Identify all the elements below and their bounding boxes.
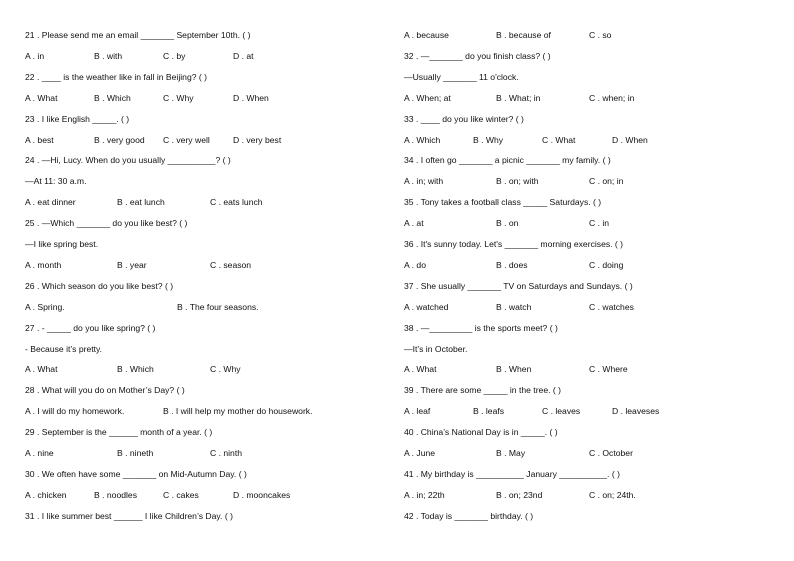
answer-option: A . eat dinner xyxy=(25,197,76,208)
question-line: 22 . ____ is the weather like in fall in Beijing? ( ) xyxy=(25,71,208,82)
question-line: 39 . There are some _____ in the tree. ( ) xyxy=(404,385,562,396)
answer-option: C . when; in xyxy=(589,92,635,103)
answer-option: C . in xyxy=(589,218,610,229)
answer-option: B . on; 23nd xyxy=(496,489,543,500)
answer-option: A . at xyxy=(404,218,424,229)
question-line: 41 . My birthday is __________ January __________. ( ) xyxy=(404,468,620,479)
answer-option: D . very best xyxy=(233,134,282,145)
answer-option: A . What xyxy=(25,92,58,103)
answer-option: B . When xyxy=(496,364,532,375)
answer-option: B . does xyxy=(496,259,528,270)
question-line: 33 . ____ do you like winter? ( ) xyxy=(404,113,524,124)
answer-option: B . Which xyxy=(117,364,154,375)
answer-option: A . Spring. xyxy=(25,301,65,312)
answer-option: A . in xyxy=(25,50,45,61)
answer-option: A . When; at xyxy=(404,92,451,103)
answer-option: A . What xyxy=(404,364,437,375)
answer-option: C . very well xyxy=(163,134,210,145)
answer-option: B . on xyxy=(496,218,519,229)
answer-option: B . year xyxy=(117,259,147,270)
answer-option: C . on; 24th. xyxy=(589,489,636,500)
answer-option: C . so xyxy=(589,30,612,40)
question-line: 34 . I often go _______ a picnic _______ my family. ( ) xyxy=(404,155,611,166)
answer-option: C . What xyxy=(542,134,576,145)
answer-option: C . on; in xyxy=(589,176,624,187)
answer-option: C . October xyxy=(589,448,633,458)
question-line: —It’s in October. xyxy=(404,343,468,354)
answer-option: C . by xyxy=(163,50,186,61)
answer-option: C . Why xyxy=(163,92,194,103)
answer-option: B . I will help my mother do housework. xyxy=(163,406,313,417)
answer-option: D . mooncakes xyxy=(233,489,291,500)
answer-option: C . Where xyxy=(589,364,628,375)
question-line: 38 . —_________ is the sports meet? ( ) xyxy=(404,322,558,333)
answer-option: A . best xyxy=(25,134,54,145)
answer-option: B . watch xyxy=(496,301,532,312)
answer-option: B . eat lunch xyxy=(117,197,165,208)
question-line: 28 . What will you do on Mother’s Day? ( ) xyxy=(25,385,185,396)
answer-option: B . on; with xyxy=(496,176,539,187)
answer-option: B . noodles xyxy=(94,489,137,500)
answer-option: D . at xyxy=(233,50,254,61)
answer-option: B . The four seasons. xyxy=(177,301,259,312)
question-line: 36 . It's sunny today. Let's _______ morning exercises. ( ) xyxy=(404,239,624,249)
question-line: 30 . We often have some _______ on Mid-Autumn Day. ( ) xyxy=(25,468,247,479)
answer-option: C . ninth xyxy=(210,448,243,458)
question-line: 27 . - _____ do you like spring? ( ) xyxy=(25,322,156,333)
answer-option: B . May xyxy=(496,448,526,458)
answer-option: A . June xyxy=(404,448,436,458)
answer-option: B . very good xyxy=(94,134,145,145)
question-line: 37 . She usually _______ TV on Saturdays and Sundays. ( ) xyxy=(404,280,633,291)
answer-option: D . When xyxy=(612,134,648,145)
question-line: —Usually _______ 11 o'clock. xyxy=(404,71,519,82)
answer-option: C . leaves xyxy=(542,406,581,417)
answer-option: B . leafs xyxy=(473,406,505,417)
question-line: 23 . I like English _____. ( ) xyxy=(25,113,130,124)
answer-option: A . in; 22th xyxy=(404,489,445,500)
answer-option: D . When xyxy=(233,92,269,103)
answer-option: B . because of xyxy=(496,30,551,40)
question-line: 24 . —Hi, Lucy. When do you usually __________? ( ) xyxy=(25,155,231,166)
question-line: 42 . Today is _______ birthday. ( ) xyxy=(404,510,534,521)
question-line: 35 . Tony takes a football class _____ Saturdays. ( ) xyxy=(404,197,602,208)
answer-option: A . watched xyxy=(404,301,449,312)
question-line: —I like spring best. xyxy=(25,239,99,249)
question-line: 31 . I like summer best ______ I like Children’s Day. ( ) xyxy=(25,510,233,521)
answer-option: A . leaf xyxy=(404,406,431,417)
answer-option: D . leaveses xyxy=(612,406,660,417)
answer-option: A . nine xyxy=(25,448,54,458)
question-line: 25 . —Which _______ do you like best? ( ) xyxy=(25,218,188,229)
question-line: 40 . China’s National Day is in _____. ( ) xyxy=(404,427,558,438)
answer-option: A . because xyxy=(404,30,449,40)
question-line: 32 . —_______ do you finish class? ( ) xyxy=(404,50,551,61)
answer-option: C . season xyxy=(210,259,252,270)
answer-option: B . with xyxy=(94,50,123,61)
answer-option: A . I will do my homework. xyxy=(25,406,125,417)
question-line: 29 . September is the ______ month of a year. ( ) xyxy=(25,427,213,438)
answer-option: A . Which xyxy=(404,134,441,145)
answer-option: C . Why xyxy=(210,364,241,375)
answer-option: A . chicken xyxy=(25,489,67,500)
question-line: - Because it’s pretty. xyxy=(25,343,103,354)
answer-option: C . eats lunch xyxy=(210,197,263,208)
answer-option: B . Which xyxy=(94,92,131,103)
answer-option: A . month xyxy=(25,259,62,270)
answer-option: B . What; in xyxy=(496,92,541,103)
question-line: 26 . Which season do you like best? ( ) xyxy=(25,280,174,291)
question-line: —At 11: 30 a.m. xyxy=(25,176,87,187)
answer-option: C . cakes xyxy=(163,489,199,500)
answer-option: B . nineth xyxy=(117,448,154,458)
answer-option: A . What xyxy=(25,364,58,375)
answer-option: B . Why xyxy=(473,134,504,145)
answer-option: A . do xyxy=(404,259,426,270)
question-line: 21 . Please send me an email _______ September 10th. ( ) xyxy=(25,30,251,40)
answer-option: A . in; with xyxy=(404,176,444,187)
answer-option: C . doing xyxy=(589,259,624,270)
answer-option: C . watches xyxy=(589,301,634,312)
